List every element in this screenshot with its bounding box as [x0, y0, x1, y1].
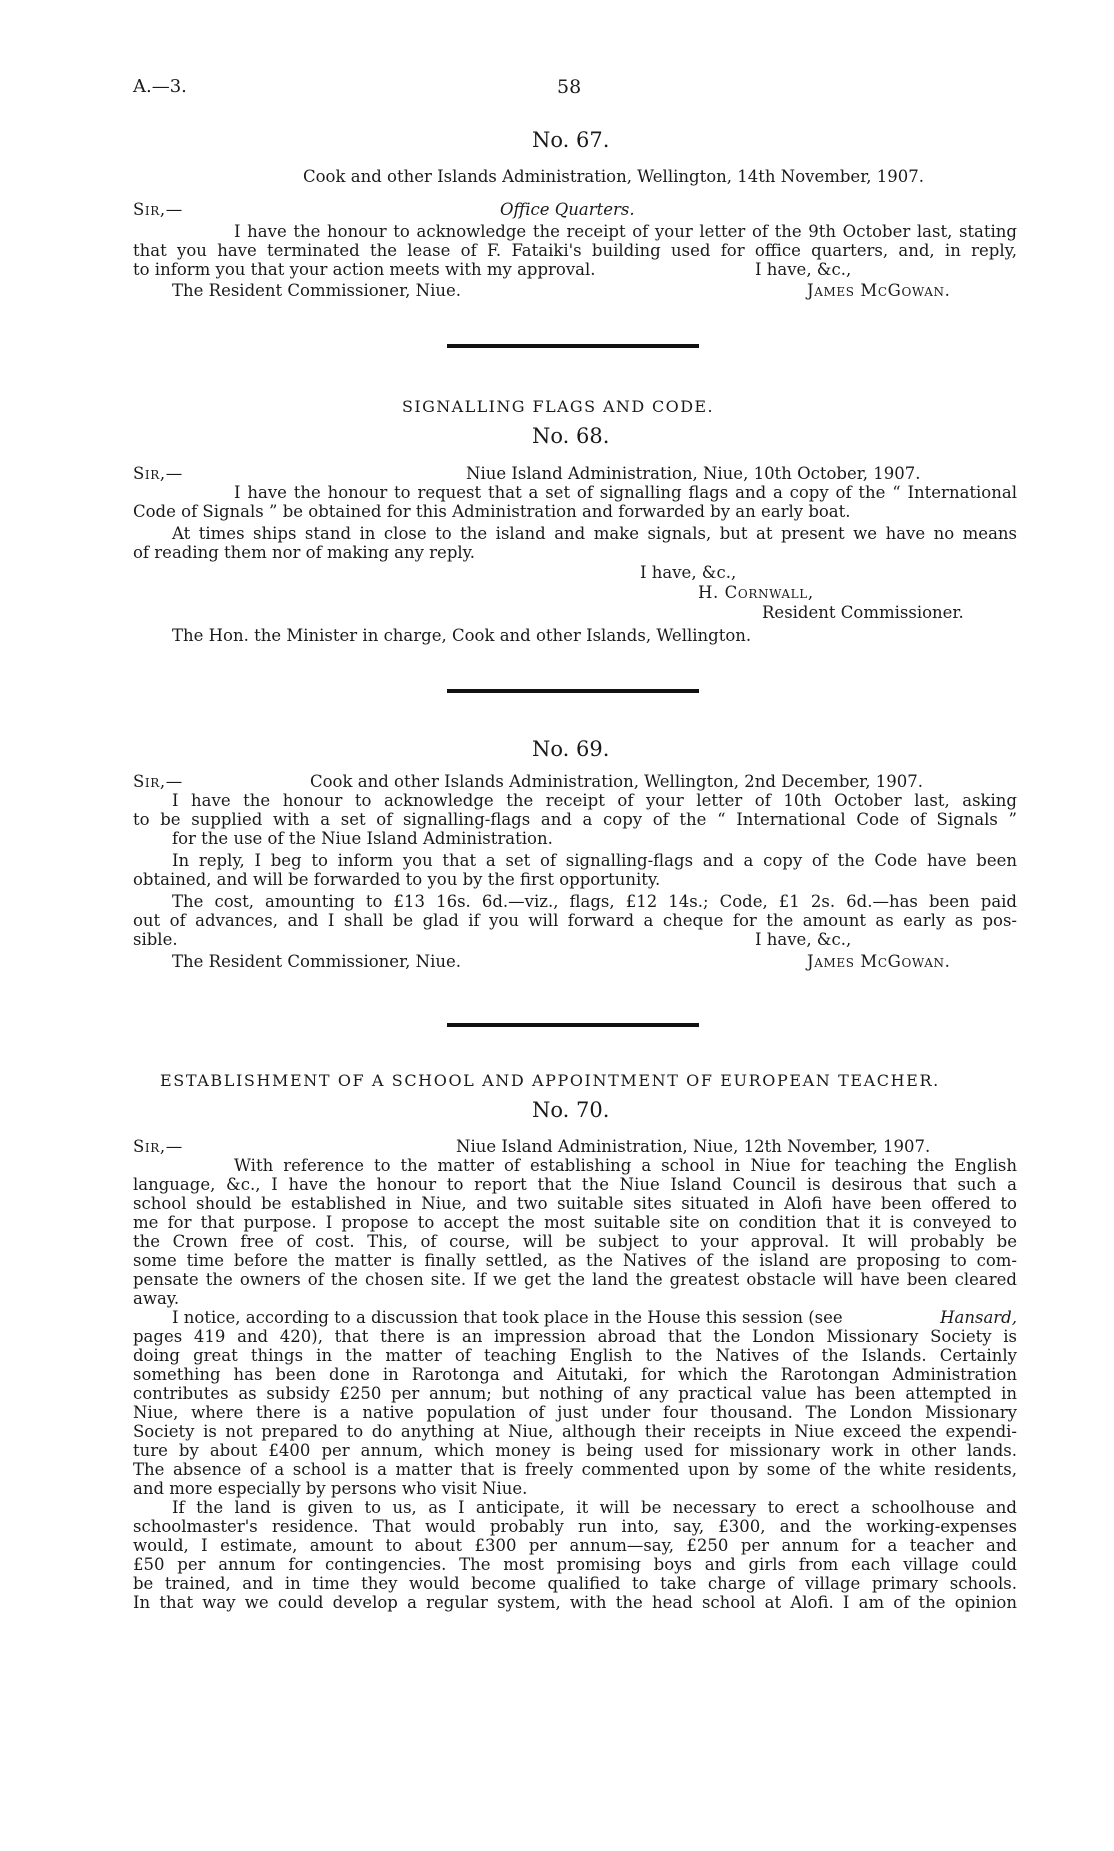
letter-70-line-9-wrap: [172, 1309, 1017, 1328]
letter-70-line-11: doing great things in the matter of teaching English to the Natives of the Islands. Certainly: [133, 1346, 1017, 1365]
letter-70-line-15: Society is not prepared to do anything at Niue, although their receipts in Niue exceed the expendi-: [133, 1422, 1017, 1441]
letter-70-line-7: pensate the owners of the chosen site. If we get the land the greatest obstacle will have been cleared: [133, 1270, 1017, 1289]
section-divider: [447, 1023, 699, 1027]
letter-69-line-1: I have the honour to acknowledge the receipt of your letter of 10th October last, asking: [172, 791, 1017, 810]
letter-68-line-1: I have the honour to request that a set of signalling flags and a copy of the “ International: [234, 483, 1017, 502]
letter-69-line-4: In reply, I beg to inform you that a set of signalling-flags and a copy of the Code have been: [172, 851, 1017, 870]
letter-69-signature: James McGowan.: [807, 952, 951, 971]
letter-68-line-2: Code of Signals ” be obtained for this Administration and forwarded by an early boat.: [133, 502, 851, 521]
letter-70-line-14: Niue, where there is a native population of just under four thousand. The London Missionary: [133, 1403, 1017, 1422]
letter-67-closing: I have, &c.,: [755, 260, 852, 279]
letter-68-number: No. 68.: [532, 424, 610, 448]
letter-69-number: No. 69.: [532, 737, 610, 761]
letter-70-line-18: and more especially by persons who visit Niue.: [133, 1479, 528, 1498]
letter-69-line-3: for the use of the Niue Island Administration.: [172, 829, 553, 848]
letter-69-line-8: sible.: [133, 930, 178, 949]
letter-69-dateline: Cook and other Islands Administration, Wellington, 2nd December, 1907.: [310, 772, 923, 791]
letter-67-dateline: Cook and other Islands Administration, Wellington, 14th November, 1907.: [303, 167, 924, 186]
letter-70-line-21: would, I estimate, amount to about £300 per annum—say, £250 per annum for a teacher and: [133, 1536, 1017, 1555]
letter-67-salutation: Sir,—: [133, 200, 183, 219]
letter-70-section-title: ESTABLISHMENT OF A SCHOOL AND APPOINTMENT OF EUROPEAN TEACHER.: [160, 1071, 940, 1090]
letter-67-addressee: The Resident Commissioner, Niue.: [172, 281, 461, 300]
letter-69-addressee: The Resident Commissioner, Niue.: [172, 952, 461, 971]
letter-69-line-5: obtained, and will be forwarded to you by the first opportunity.: [133, 870, 661, 889]
letter-67-subject: Office Quarters.: [500, 200, 635, 219]
letter-69-line-2: to be supplied with a set of signalling-flags and a copy of the “ International Code of Signals ”: [133, 810, 1017, 829]
letter-70-line-12: something has been done in Rarotonga and Aitutaki, for which the Rarotongan Administration: [133, 1365, 1017, 1384]
letter-68-addressee: The Hon. the Minister in charge, Cook and other Islands, Wellington.: [172, 626, 752, 645]
letter-68-closing: I have, &c.,: [640, 563, 737, 582]
letter-70-line-4: me for that purpose. I propose to accept the most suitable site on condition that it is conveyed to: [133, 1213, 1017, 1232]
letter-68-title: Resident Commissioner.: [762, 603, 964, 622]
letter-70-line-2: language, &c., I have the honour to report that the Niue Island Council is desirous that such a: [133, 1175, 1017, 1194]
hansard-reference: Hansard,: [940, 1308, 1017, 1327]
letter-67-line-2: that you have terminated the lease of F. Fataiki's building used for office quarters, and, in reply,: [133, 241, 1017, 260]
letter-70-line-6: some time before the matter is finally settled, as the Natives of the island are proposing to com-: [133, 1251, 1017, 1270]
letter-68-line-4: of reading them nor of making any reply.: [133, 543, 476, 562]
letter-68-line-3: At times ships stand in close to the island and make signals, but at present we have no means: [172, 524, 1017, 543]
letter-70-line-3: school should be established in Niue, and two suitable sites situated in Alofi have been offered to: [133, 1194, 1017, 1213]
letter-68-section-title: SIGNALLING FLAGS AND CODE.: [402, 397, 714, 416]
letter-69-closing: I have, &c.,: [755, 930, 852, 949]
letter-70-line-13: contributes as subsidy £250 per annum; but nothing of any practical value has been attempted in: [133, 1384, 1017, 1403]
letter-70-line-19: If the land is given to us, as I anticipate, it will be necessary to erect a schoolhouse and: [172, 1498, 1017, 1517]
section-divider: [447, 689, 699, 693]
letter-70-line-1: With reference to the matter of establishing a school in Niue for teaching the English: [234, 1156, 1017, 1175]
letter-67-line-1: I have the honour to acknowledge the receipt of your letter of the 9th October last, stating: [234, 222, 1017, 241]
letter-68-signature: H. Cornwall,: [698, 583, 814, 602]
letter-69-line-6: The cost, amounting to £13 16s. 6d.—viz., flags, £12 14s.; Code, £1 2s. 6d.—has been paid: [172, 892, 1017, 911]
letter-70-number: No. 70.: [532, 1098, 610, 1122]
letter-70-line-16: ture by about £400 per annum, which money is being used for missionary work in other lands.: [133, 1441, 1017, 1460]
section-divider: [447, 344, 699, 348]
letter-70-line-23: be trained, and in time they would become qualified to take charge of village primary schools.: [133, 1574, 1017, 1593]
letter-69-line-7: out of advances, and I shall be glad if you will forward a cheque for the amount as early as pos-: [133, 911, 1017, 930]
document-reference: A.—3.: [133, 76, 187, 97]
letter-70-line-5: the Crown free of cost. This, of course, will be subject to your approval. It will probably be: [133, 1232, 1017, 1251]
letter-70-line-24: In that way we could develop a regular system, with the head school at Alofi. I am of the opinion: [133, 1593, 1017, 1612]
letter-70-dateline: Niue Island Administration, Niue, 12th November, 1907.: [456, 1137, 931, 1156]
letter-70-line-17: The absence of a school is a matter that is freely commented upon by some of the white residents,: [133, 1460, 1017, 1479]
letter-70-line-9: I notice, according to a discussion that took place in the House this session (see: [172, 1308, 843, 1327]
letter-70-line-22: £50 per annum for contingencies. The most promising boys and girls from each village could: [133, 1555, 1017, 1574]
page-number: 58: [557, 76, 582, 98]
letter-70-line-10: pages 419 and 420), that there is an impression abroad that the London Missionary Society is: [133, 1327, 1017, 1346]
letter-67-line-3: to inform you that your action meets with my approval.: [133, 260, 596, 279]
letter-68-dateline: Niue Island Administration, Niue, 10th October, 1907.: [466, 464, 921, 483]
letter-68-salutation: Sir,—: [133, 464, 183, 483]
letter-70-line-8: away.: [133, 1289, 180, 1308]
letter-67-signature: James McGowan.: [807, 281, 951, 300]
letter-69-salutation: Sir,—: [133, 772, 183, 791]
letter-70-salutation: Sir,—: [133, 1137, 183, 1156]
letter-67-number: No. 67.: [532, 128, 610, 152]
letter-70-line-20: schoolmaster's residence. That would probably run into, say, £300, and the working-expenses: [133, 1517, 1017, 1536]
